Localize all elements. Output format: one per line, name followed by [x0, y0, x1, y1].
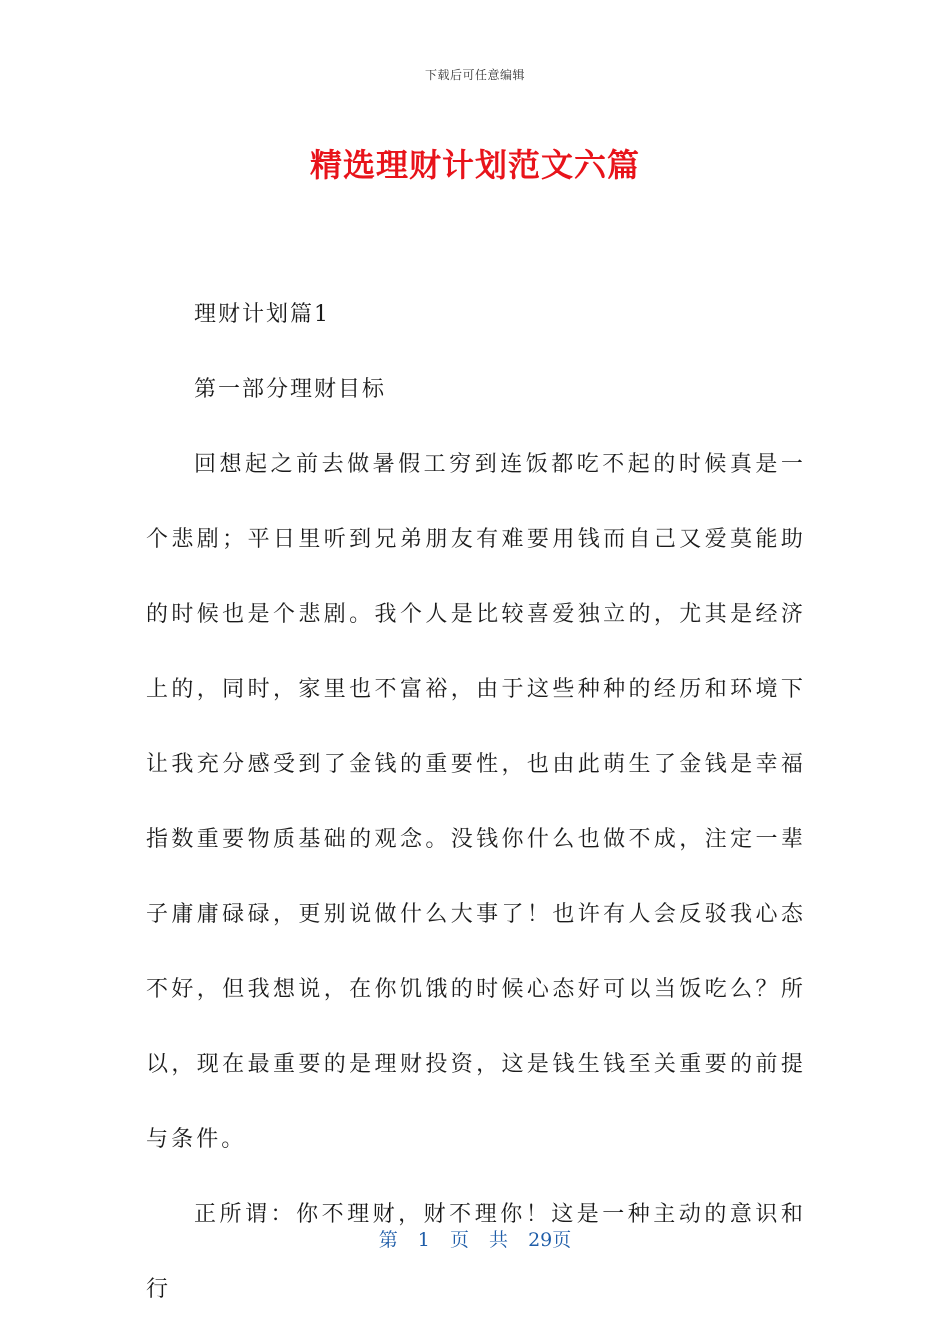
- footer-total-pages: 29页: [528, 1229, 572, 1251]
- footer-page-number: 1: [417, 1229, 430, 1251]
- subsection-heading: 第一部分理财目标: [194, 377, 387, 402]
- body-paragraph: 正所谓：你不理财，财不理你！这是一种主动的意识和行: [146, 1202, 806, 1302]
- page-footer: [0, 1225, 950, 1252]
- document-title: 精选理财计划范文六篇: [309, 146, 640, 184]
- footer-label-gong: 共: [489, 1229, 509, 1251]
- body-paragraph: 回想起之前去做暑假工穷到连饭都吃不起的时候真是一个悲剧；平日里听到兄弟朋友有难要用钱而自己又爱莫能助的时候也是个悲剧。我个人是比较喜爱独立的，尤其是经济上的，同时，家里也不富裕，由于这些种种的经历和环境下让我充分感受到了金钱的重要性，也由此萌生了金钱是幸福指数重要物质基础的观念。没钱你什么也做不成，注定一辈子庸庸碌碌，更别说做什么大事了！也许有人会反驳我心态不好，但我想说，在你饥饿的时候心态好可以当饭吃么？所以，现在最重要的是理财投资，这是钱生钱至关重要的前提与条件。: [146, 452, 806, 1152]
- footer-label-di: 第: [378, 1229, 398, 1251]
- section-heading: 理财计划篇1: [194, 302, 330, 327]
- header-note: 下载后可任意编辑: [424, 68, 525, 82]
- document-body: [146, 277, 806, 1327]
- footer-label-ye: 页: [449, 1229, 469, 1251]
